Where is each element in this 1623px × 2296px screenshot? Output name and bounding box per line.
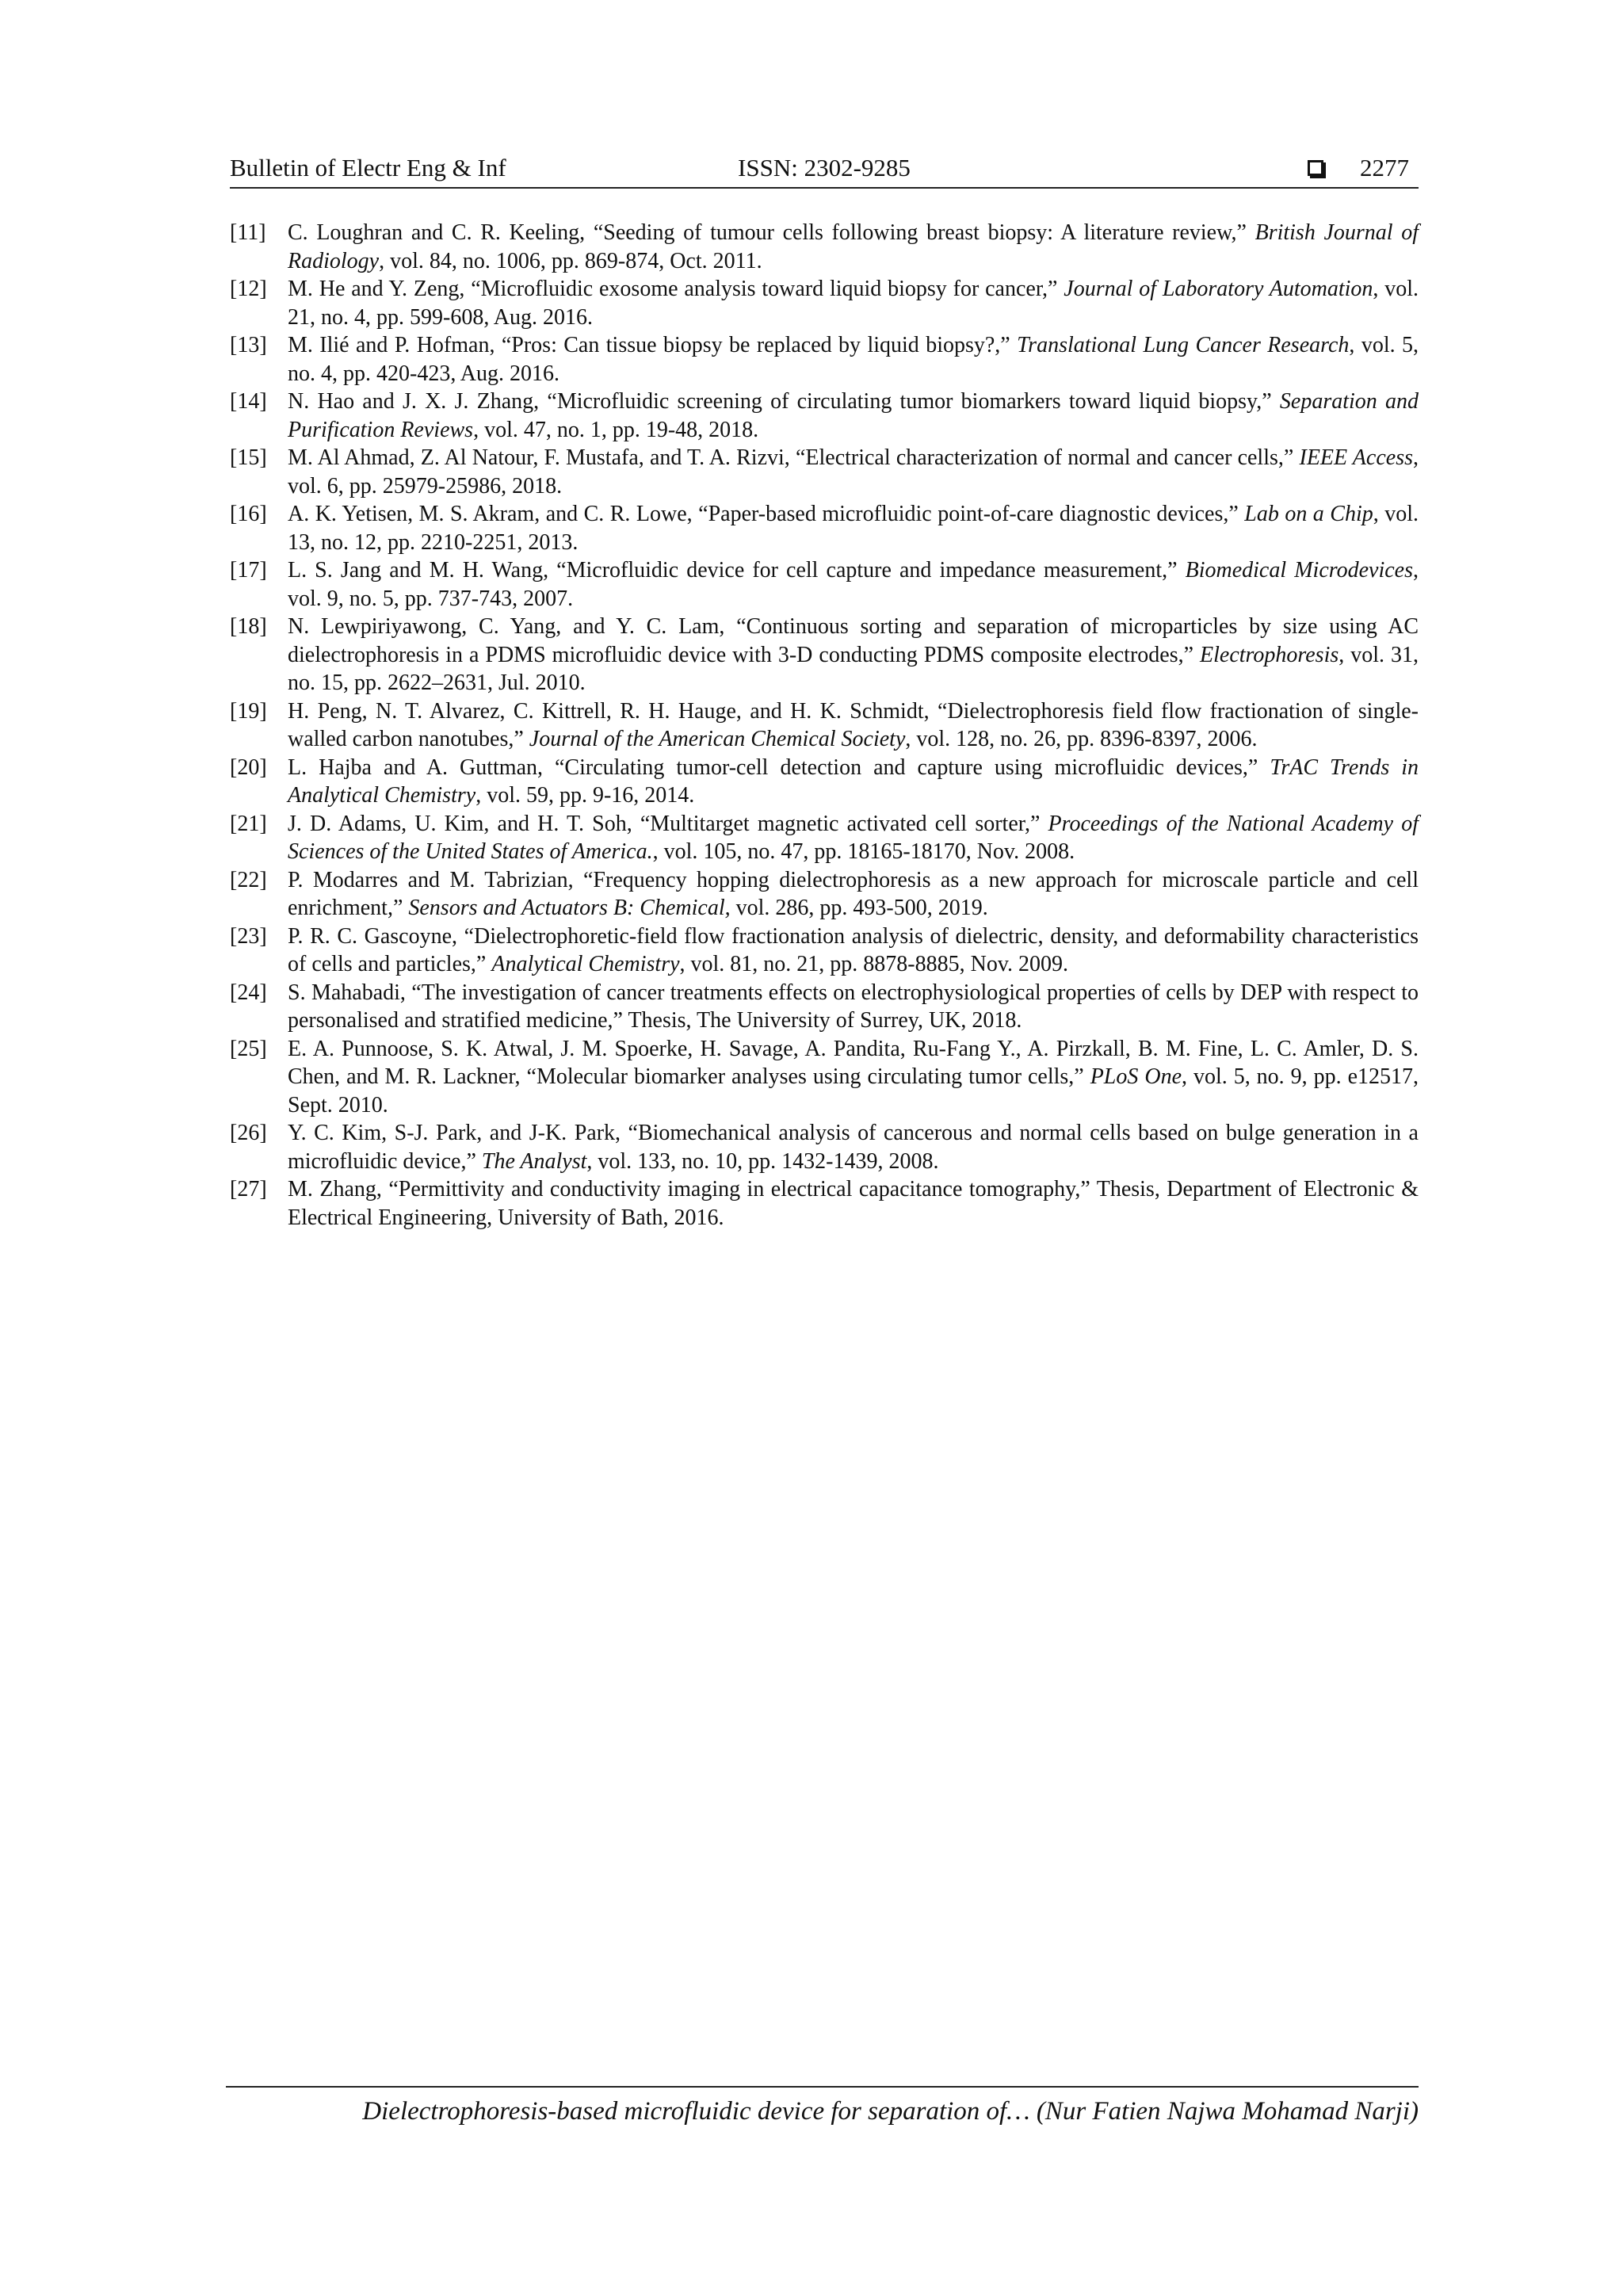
reference-number: [15]: [230, 445, 267, 470]
reference-item: [230, 1035, 1419, 1120]
reference-segment: M. Ilié and P. Hofman, “Pros: Can tissue biopsy be replaced by liquid biopsy?,”: [288, 333, 1018, 357]
reference-text: [288, 219, 1419, 275]
reference-segment: , vol. 9, no. 5, pp. 737-743, 2007.: [288, 558, 1419, 611]
reference-item: [230, 219, 1419, 275]
reference-text: [288, 866, 1419, 923]
reference-segment: P. Modarres and M. Tabrizian, “Frequency hopping dielectrophoresis as a new approach for microscale particle and cell enrichment,”: [288, 867, 1419, 920]
reference-text: [288, 331, 1419, 388]
reference-text: [288, 1035, 1419, 1120]
reference-segment: E. A. Punnoose, S. K. Atwal, J. M. Spoerke, H. Savage, A. Pandita, Ru-Fang Y., A. Pirzkall, B. M. Fine, L. C. Amler, D. S. Chen, and M. R. Lackner, “Molecular biomarker analyses using circulating tumor cells,”: [288, 1036, 1419, 1089]
reference-source-title: Separation and Purification Reviews: [288, 389, 1419, 442]
reference-source-title: Translational Lung Cancer Research: [1017, 333, 1350, 357]
reference-source-title: Proceedings of the National Academy of Sciences of the United States of America.: [288, 811, 1419, 864]
reference-source-title: PLoS One: [1090, 1064, 1182, 1089]
reference-number: [25]: [230, 1036, 267, 1061]
reference-segment: , vol. 6, pp. 25979-25986, 2018.: [288, 445, 1419, 499]
reference-item: [230, 331, 1419, 388]
reference-item: [230, 275, 1419, 331]
reference-text: [288, 388, 1419, 444]
reference-segment: J. D. Adams, U. Kim, and H. T. Soh, “Multitarget magnetic activated cell sorter,”: [288, 811, 1048, 836]
reference-source-title: TrAC Trends in Analytical Chemistry: [288, 755, 1419, 808]
reference-number: [20]: [230, 755, 267, 780]
reference-segment: , vol. 21, no. 4, pp. 599-608, Aug. 2016.: [288, 277, 1419, 330]
reference-source-title: Biomedical Microdevices: [1185, 558, 1413, 583]
reference-number: [21]: [230, 811, 267, 836]
reference-text: [288, 923, 1419, 979]
reference-text: [288, 810, 1419, 866]
reference-item: [230, 866, 1419, 923]
reference-source-title: IEEE Access: [1299, 445, 1413, 470]
reference-segment: , vol. 105, no. 47, pp. 18165-18170, Nov. 2008.: [652, 839, 1075, 864]
reference-segment: N. Lewpiriyawong, C. Yang, and Y. C. Lam, “Continuous sorting and separation of microparticles by size using AC dielectrophoresis in a PDMS microfluidic device with 3-D conducting PDMS composite electrodes,”: [288, 614, 1419, 667]
reference-segment: , vol. 84, no. 1006, pp. 869-874, Oct. 2011.: [379, 248, 762, 273]
journal-name: Bulletin of Electr Eng & Inf: [230, 154, 506, 181]
reference-segment: P. R. C. Gascoyne, “Dielectrophoretic-field flow fractionation analysis of dielectric, density, and deformability characteristics of cells and particles,”: [288, 923, 1419, 976]
reference-source-title: Sensors and Actuators B: Chemical,: [408, 896, 731, 920]
reference-segment: S. Mahabadi, “The investigation of cancer treatments effects on electrophysiological properties of cells by DEP with respect to personalised and stratified medicine,” Thesis, The University of Surrey, UK, 2018.: [288, 980, 1419, 1033]
reference-number: [17]: [230, 558, 267, 583]
reference-text: [288, 556, 1419, 613]
reference-source-title: British Journal of Radiology: [288, 220, 1419, 273]
reference-segment: A. K. Yetisen, M. S. Akram, and C. R. Lowe, “Paper-based microfluidic point-of-care diagnostic devices,”: [288, 502, 1245, 526]
reference-segment: , vol. 59, pp. 9-16, 2014.: [475, 783, 695, 808]
reference-number: [13]: [230, 333, 267, 357]
reference-segment: L. Hajba and A. Guttman, “Circulating tumor-cell detection and capture using microfluidic devices,”: [288, 755, 1270, 780]
reference-segment: , vol. 128, no. 26, pp. 8396-8397, 2006.: [905, 727, 1258, 751]
reference-item: [230, 697, 1419, 754]
reference-number: [22]: [230, 867, 267, 892]
reference-number: [27]: [230, 1177, 267, 1201]
reference-source-title: Analytical Chemistry: [491, 952, 680, 976]
reference-source-title: Journal of the American Chemical Society: [529, 727, 906, 751]
reference-text: [288, 500, 1419, 556]
running-footer: [226, 2086, 1419, 2126]
reference-list: [230, 219, 1419, 1232]
reference-item: [230, 388, 1419, 444]
square-box-icon: [1308, 160, 1323, 176]
reference-text: [288, 697, 1419, 754]
reference-item: [230, 1175, 1419, 1232]
reference-item: [230, 500, 1419, 556]
reference-segment: H. Peng, N. T. Alvarez, C. Kittrell, R. H. Hauge, and H. K. Schmidt, “Dielectrophoresis field flow fractionation of single-walled carbon nanotubes,”: [288, 698, 1419, 751]
reference-segment: vol. 286, pp. 493-500, 2019.: [730, 896, 988, 920]
running-header: [230, 151, 1419, 189]
reference-text: [288, 444, 1419, 500]
reference-source-title: Lab on a Chip: [1244, 502, 1373, 526]
reference-segment: , vol. 13, no. 12, pp. 2210-2251, 2013.: [288, 502, 1419, 555]
reference-number: [26]: [230, 1121, 267, 1145]
reference-number: [18]: [230, 614, 267, 639]
reference-number: [11]: [230, 220, 266, 245]
reference-number: [14]: [230, 389, 267, 414]
issn-label: ISSN: 2302-9285: [738, 154, 911, 181]
footer-title: Dielectrophoresis-based microfluidic device for separation of… (Nur Fatien Najwa Mohamad Narji): [362, 2097, 1419, 2126]
reference-segment: M. Zhang, “Permittivity and conductivity imaging in electrical capacitance tomography,” Thesis, Department of Electronic & Electrical Engineering, University of Bath, 2016.: [288, 1177, 1419, 1230]
reference-number: [24]: [230, 980, 267, 1005]
reference-text: [288, 754, 1419, 810]
reference-number: [19]: [230, 698, 267, 724]
reference-segment: , vol. 133, no. 10, pp. 1432-1439, 2008.: [586, 1148, 939, 1174]
reference-item: [230, 754, 1419, 810]
reference-item: [230, 979, 1419, 1035]
reference-source-title: Journal of Laboratory Automation: [1064, 277, 1373, 301]
reference-segment: , vol. 81, no. 21, pp. 8878-8885, Nov. 2009.: [679, 952, 1069, 976]
reference-text: [288, 979, 1419, 1035]
reference-text: [288, 1175, 1419, 1232]
reference-source-title: The Analyst: [481, 1148, 587, 1174]
reference-text: [288, 1119, 1419, 1175]
reference-segment: , vol. 5, no. 9, pp. e12517, Sept. 2010.: [288, 1064, 1419, 1117]
page-number: 2277: [1360, 154, 1409, 181]
reference-number: [16]: [230, 502, 267, 526]
reference-item: [230, 810, 1419, 866]
reference-item: [230, 556, 1419, 613]
reference-item: [230, 1119, 1419, 1175]
reference-segment: M. He and Y. Zeng, “Microfluidic exosome analysis toward liquid biopsy for cancer,”: [288, 277, 1064, 301]
reference-number: [12]: [230, 277, 267, 301]
reference-segment: L. S. Jang and M. H. Wang, “Microfluidic device for cell capture and impedance measurement,”: [288, 558, 1186, 583]
reference-number: [23]: [230, 923, 267, 949]
reference-text: [288, 275, 1419, 331]
reference-segment: N. Hao and J. X. J. Zhang, “Microfluidic screening of circulating tumor biomarkers toward liquid biopsy,”: [288, 389, 1280, 414]
reference-segment: C. Loughran and C. R. Keeling, “Seeding of tumour cells following breast biopsy: A literature review,”: [288, 220, 1255, 245]
reference-item: [230, 923, 1419, 979]
reference-segment: , vol. 5, no. 4, pp. 420-423, Aug. 2016.: [288, 333, 1419, 386]
reference-text: [288, 613, 1419, 697]
reference-segment: Y. C. Kim, S-J. Park, and J-K. Park, “Biomechanical analysis of cancerous and normal cells based on bulge generation in a microfluidic device,”: [288, 1121, 1419, 1174]
reference-segment: M. Al Ahmad, Z. Al Natour, F. Mustafa, and T. A. Rizvi, “Electrical characterization of normal and cancer cells,”: [288, 445, 1300, 470]
reference-source-title: Electrophoresis: [1200, 642, 1339, 667]
reference-segment: , vol. 47, no. 1, pp. 19-48, 2018.: [473, 417, 759, 442]
reference-segment: , vol. 31, no. 15, pp. 2622–2631, Jul. 2010.: [288, 642, 1419, 695]
reference-item: [230, 444, 1419, 500]
reference-item: [230, 613, 1419, 697]
